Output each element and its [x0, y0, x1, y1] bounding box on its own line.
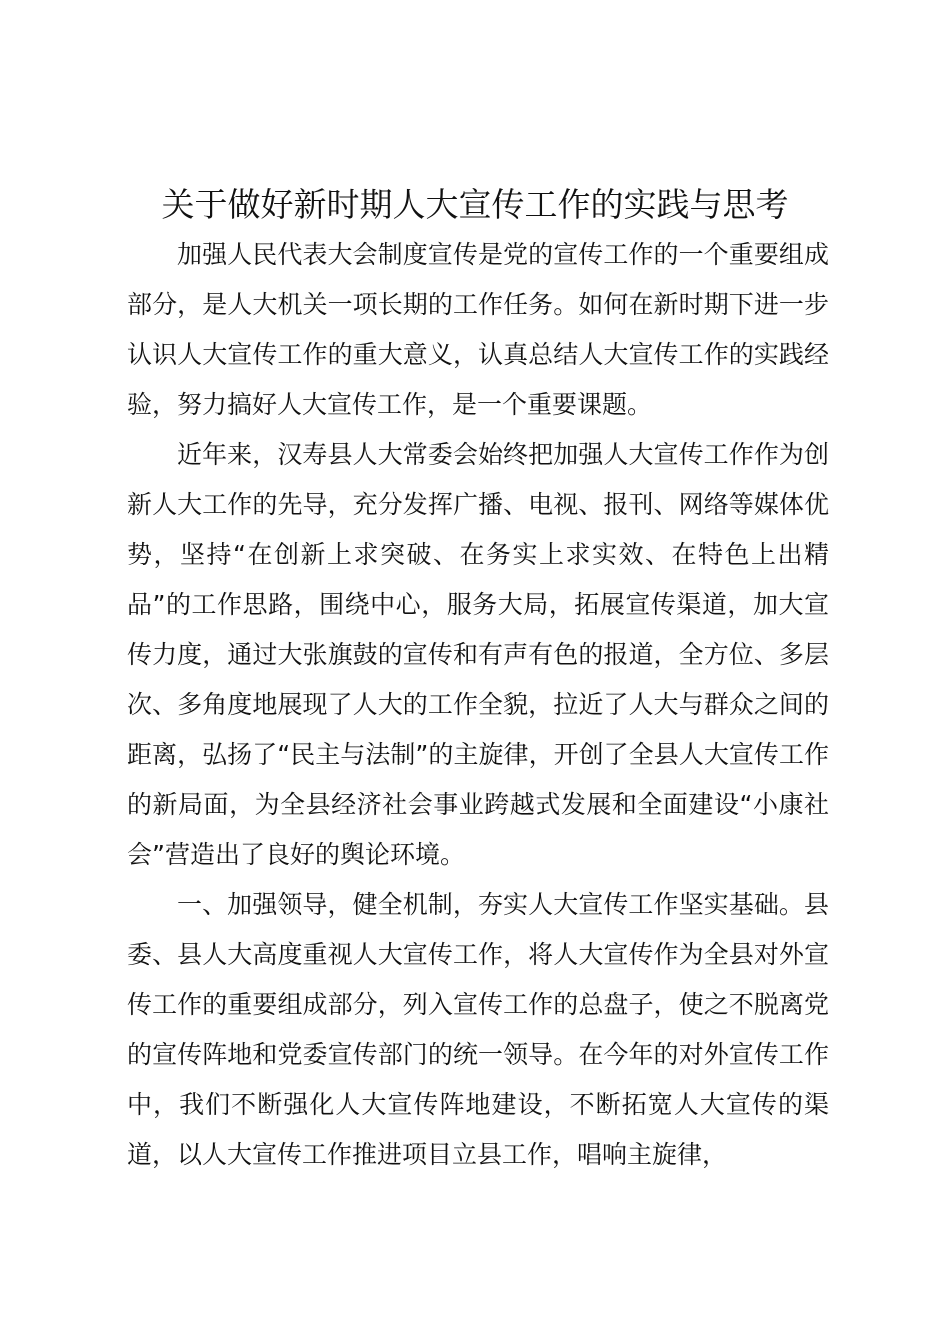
paragraph-overview: 近年来，汉寿县人大常委会始终把加强人大宣传工作作为创新人大工作的先导，充分发挥广播、电视、报刊、网络等媒体优势，坚持“在创新上求突破、在务实上求实效、在特色上出精品”的工作思路，围绕中心，服务大局，拓展宣传渠道，加大宣传力度，通过大张旗鼓的宣传和有声有色的报道，全方位、多层次、多角度地展现了人大的工作全貌，拉近了人大与群众之间的距离，弘扬了“民主与法制”的主旋律，开创了全县人大宣传工作的新局面，为全县经济社会事业跨越式发展和全面建设“小康社会”营造出了良好的舆论环境。 [127, 440, 829, 869]
paragraph-section-one: 一、加强领导，健全机制，夯实人大宣传工作坚实基础。县委、县人大高度重视人大宣传工作，将人大宣传作为全县对外宣传工作的重要组成部分，列入宣传工作的总盘子，使之不脱离党的宣传阵地和党委宣传部门的统一领导。在今年的对外宣传工作中，我们不断强化人大宣传阵地建设，不断拓宽人大宣传的渠道，以人大宣传工作推进项目立县工作，唱响主旋律， [127, 890, 829, 1169]
document-title: 关于做好新时期人大宣传工作的实践与思考 [161, 185, 789, 224]
document-body [127, 230, 829, 1180]
paragraph-intro: 加强人民代表大会制度宣传是党的宣传工作的一个重要组成部分，是人大机关一项长期的工作任务。如何在新时期下进一步认识人大宣传工作的重大意义，认真总结人大宣传工作的实践经验，努力搞好人大宣传工作，是一个重要课题。 [127, 240, 829, 419]
